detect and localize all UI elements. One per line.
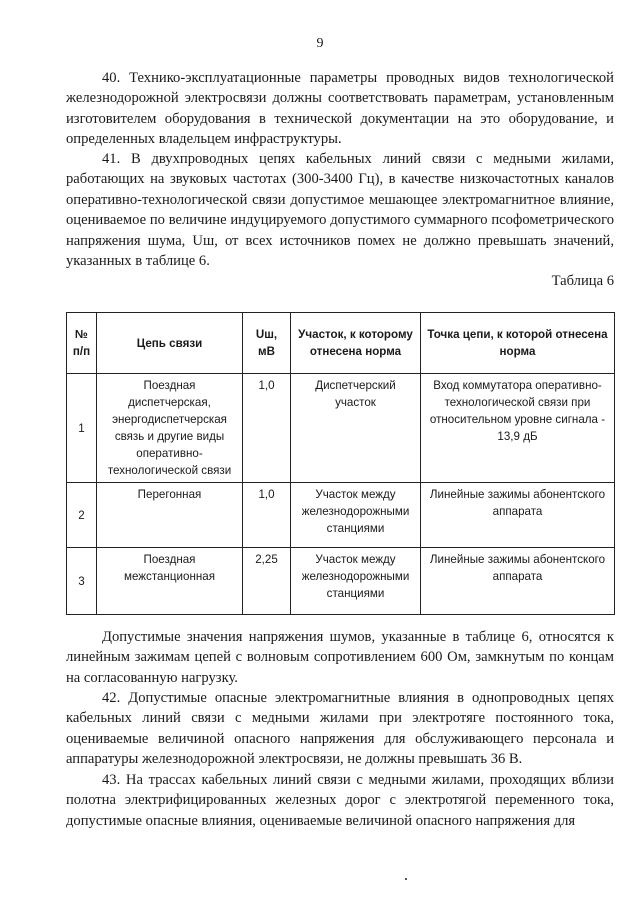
row-point: Линейные зажимы абонентского аппарата xyxy=(421,483,615,548)
table-row xyxy=(67,548,615,615)
paragraph-40: 40. Технико-эксплуатационные параметры проводных видов технологической железнодорожной электросвязи должны соответствовать параметрам, установленным изготовителем оборудования в технической документации на это оборудование, и определенных владельцем инфраструктуры. xyxy=(66,70,614,148)
table-row xyxy=(67,374,615,483)
header-voltage: Uш, мВ xyxy=(243,313,291,374)
row-circuit: Поездная межстанционная xyxy=(97,548,243,615)
row-number: 1 xyxy=(67,374,97,483)
paragraph-42: 42. Допустимые опасные электромагнитные влияния в однопроводных цепях кабельных линий связи с медными жилами при электротяге постоянного тока, оцениваемые величиной опасного напряжения для обслуживающего персонала и аппаратуры железнодорожной электросвязи, не должны превышать 36 В. xyxy=(66,690,614,768)
paragraph-41: 41. В двухпроводных цепях кабельных линий связи с медными жилами, работающих на звуковых частотах (300-3400 Гц), в качестве низкочастотных каналов оперативно-технологической связи допустимое мешающее электромагнитное влияние, оцениваемое по величине индуцируемого допустимого суммарного псофометрического напряжения шума, Uш, от всех источников помех не должно превышать значений, указанных в таблице 6. xyxy=(66,151,614,270)
row-point: Линейные зажимы абонентского аппарата xyxy=(421,548,615,615)
row-number: 2 xyxy=(67,483,97,548)
row-section: Участок между железнодорожными станциями xyxy=(291,483,421,548)
row-voltage: 1,0 xyxy=(243,483,291,548)
table-caption: Таблица 6 xyxy=(551,273,614,289)
header-section: Участок, к которому отнесена норма xyxy=(291,313,421,374)
table-row xyxy=(67,483,615,548)
row-voltage: 1,0 xyxy=(243,374,291,483)
noise-norms-table xyxy=(66,312,615,615)
row-number: 3 xyxy=(67,548,97,615)
header-circuit: Цепь связи xyxy=(97,313,243,374)
table-header-row xyxy=(67,313,615,374)
paragraph-43: 43. На трассах кабельных линий связи с медными жилами, проходящих вблизи полотна электрифицированных железных дорог с электротягой переменного тока, допустимые опасные влияния, оцениваемые величиной опасного напряжения для xyxy=(66,772,614,829)
header-point: Точка цепи, к которой отнесена норма xyxy=(421,313,615,374)
header-number: № п/п xyxy=(67,313,97,374)
row-voltage: 2,25 xyxy=(243,548,291,615)
scan-speck xyxy=(405,878,407,880)
row-section: Диспетчерский участок xyxy=(291,374,421,483)
row-section: Участок между железнодорожными станциями xyxy=(291,548,421,615)
row-circuit: Поездная диспетчерская, энергодиспетчерская связь и другие виды оперативно-технологической связи xyxy=(97,374,243,483)
row-point: Вход коммутатора оперативно-технологической связи при относительном уровне сигнала - 13,9 дБ xyxy=(421,374,615,483)
page-number: 9 xyxy=(316,36,324,51)
row-circuit: Перегонная xyxy=(97,483,243,548)
paragraph-after-table: Допустимые значения напряжения шумов, указанные в таблице 6, относятся к линейным зажимам цепей с волновым сопротивлением 600 Ом, замкнутым по концам на согласованную нагрузку. xyxy=(66,629,614,686)
